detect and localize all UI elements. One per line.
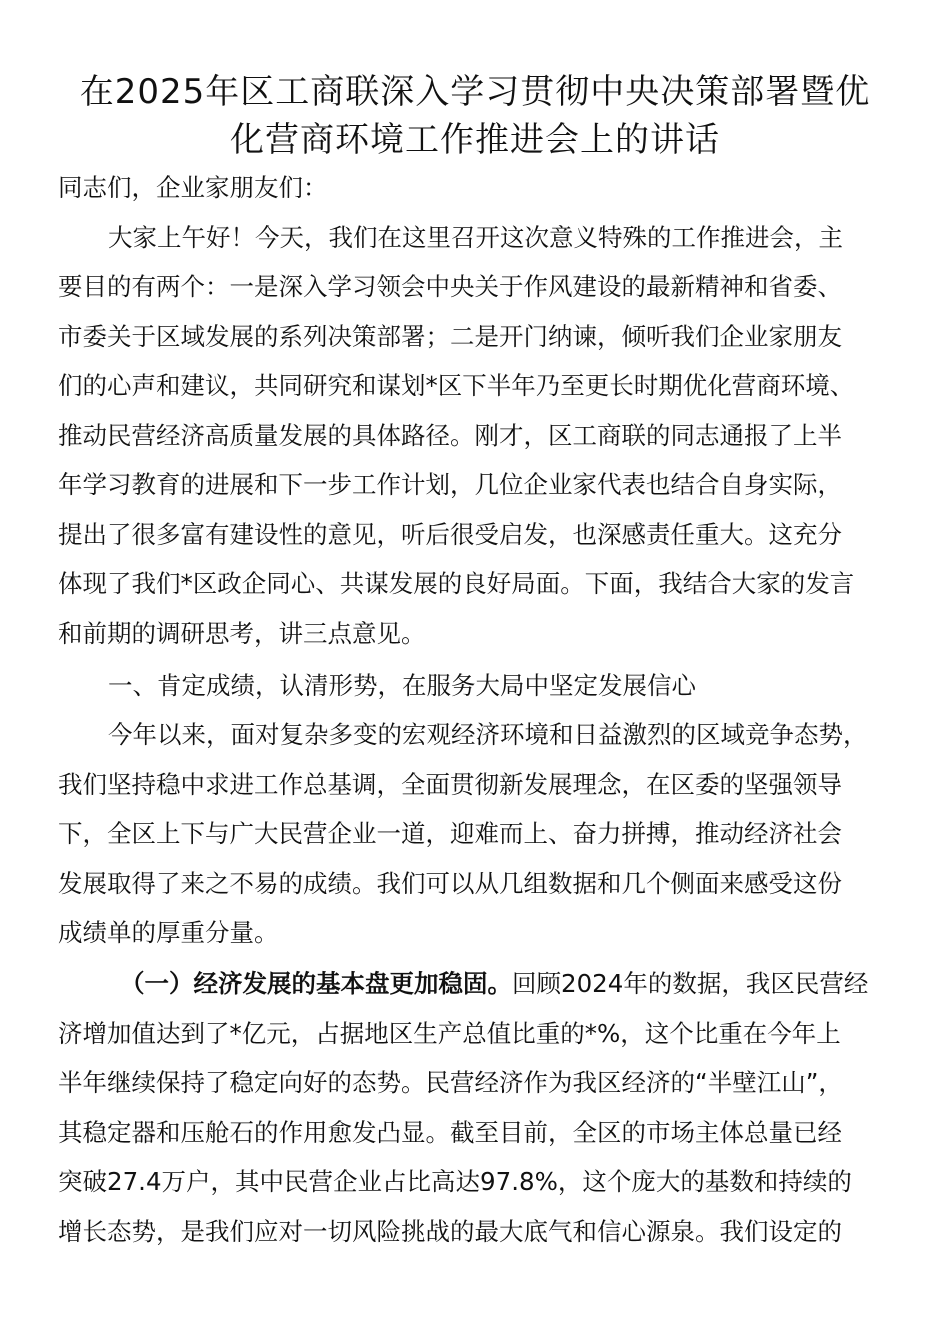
salutation: 同志们，企业家朋友们： [58,173,328,202]
paragraph-3-line: 济增加值达到了*亿元，占据地区生产总值比重的*%，这个比重在今年上 [58,1019,841,1048]
paragraph-3-lead-text: 回顾2024年的数据，我区民营经 [512,969,869,998]
paragraph-1-line: 要目的有两个：一是深入学习领会中央关于作风建设的最新精神和省委、 [58,272,842,301]
paragraph-1-line: 提出了很多富有建设性的意见，听后很受启发，也深感责任重大。这充分 [58,520,842,549]
paragraph-3-line: 半年继续保持了稳定向好的态势。民营经济作为我区经济的“半壁江山”， [58,1068,843,1097]
paragraph-2-line: 我们坚持稳中求进工作总基调，全面贯彻新发展理念，在区委的坚强领导 [58,770,842,799]
paragraph-2-line: 今年以来，面对复杂多变的宏观经济环境和日益激烈的区域竞争态势， [108,720,868,749]
paragraph-2-line: 成绩单的厚重分量。 [58,918,279,947]
paragraph-3-first-line [120,960,868,1008]
paragraph-1-line: 大家上午好！今天，我们在这里召开这次意义特殊的工作推进会，主 [108,223,843,252]
paragraph-1-line: 推动民营经济高质量发展的具体路径。刚才，区工商联的同志通报了上半 [58,421,842,450]
paragraph-2-line: 发展取得了来之不易的成绩。我们可以从几组数据和几个侧面来感受这份 [58,869,842,898]
paragraph-1-line: 体现了我们*区政企同心、共谋发展的良好局面。下面，我结合大家的发言 [58,569,855,598]
document-title-line-1: 在2025年区工商联深入学习贯彻中央决策部署暨优 [79,72,871,112]
paragraph-2-line: 下，全区上下与广大民营企业一道，迎难而上、奋力拼搏，推动经济社会 [58,819,842,848]
subheading-1: （一）经济发展的基本盘更加稳固。 [120,969,512,998]
document-title-line-2: 化营商环境工作推进会上的讲话 [230,120,720,160]
paragraph-3-line: 增长态势，是我们应对一切风险挑战的最大底气和信心源泉。我们设定的 [58,1217,842,1246]
paragraph-1-line: 们的心声和建议，共同研究和谋划*区下半年乃至更长时期优化营商环境、 [58,371,855,400]
paragraph-1-line: 年学习教育的进展和下一步工作计划，几位企业家代表也结合自身实际， [58,470,842,499]
paragraph-3-line: 突破27.4万户，其中民营企业占比高达97.8%，这个庞大的基数和持续的 [58,1167,852,1196]
paragraph-1-line: 和前期的调研思考，讲三点意见。 [58,619,426,648]
section-heading-1: 一、肯定成绩，认清形势，在服务大局中坚定发展信心 [108,671,696,700]
paragraph-1-line: 市委关于区域发展的系列决策部署；二是开门纳谏，倾听我们企业家朋友 [58,322,842,351]
paragraph-3-line: 其稳定器和压舱石的作用愈发凸显。截至目前，全区的市场主体总量已经 [58,1118,842,1147]
